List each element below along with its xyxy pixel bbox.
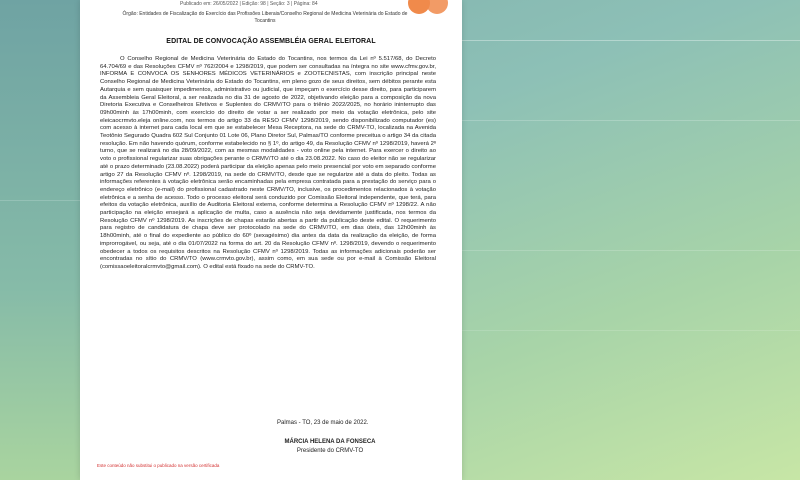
logo-circle-icon (426, 0, 448, 14)
background-left-panel (0, 0, 80, 480)
publication-info: Publicado em: 26/05/2022 | Edição: 98 | Seção: 3 | Página: 84 (180, 1, 318, 7)
signer-role: Presidente do CRMV-TO (296, 448, 364, 454)
document-page (80, 0, 462, 480)
document-title: EDITAL DE CONVOCAÇÃO ASSEMBLÉIA GERAL ELEITORAL (166, 38, 376, 45)
orgao-info: Órgão: Entidades de Fiscalização do Exercício das Profissões Liberais/Conselho Regional de Medicina Veterinária do Estado de Tocantins (122, 11, 408, 24)
document-body: O Conselho Regional de Medicina Veterinária do Estado do Tocantins, nos termos da Lei nº 5.517/68, do Decreto 64.704/69 e das Resoluções CFMV nº 762/2004 e 1298/2019, que podem ser consultadas na íntegra no site www.cfmv.gov.br, INFORMA E CONVOCA OS SENHORES MÉDICOS VETERINÁRIOS e ZOOTECNISTAS, com inscrição principal neste Conselho Regional de Medicina Veterinária do Estado do Tocantins, em pleno gozo de seus direitos, sem débitos perante esta Autarquia e sem quaisquer impedimentos, administrativo ou judicial, que impeçam o exercício desse direito, para participarem da Assembleia Geral Eleitoral, a ser realizada no dia 31 de agosto de 2022, objetivando eleição para a composição da nova Diretoria Executiva e Conselheiros Efetivos e Suplentes do CRMV/TO para o triênio 2022/2025, no horário ininterrupto das 09h00minh às 17h00minh, com exercício do direito de votar a ser realizado por meio da votação eletrônica, pelo site eleicaocrmvto.eleja online.com, nos termos do artigo 33 da RESO CFMV 1298/2019, sendo disponibilizado computador (es) com acesso à internet para cada local em que se estabelecer Mesa Receptora, na sede do CRMV-TO, localizada na Avenida Teotônio Segurado Quadra 602 Sul Conjunto 01 Lote 06, Plano Diretor Sul, Palmas/TO conforme preceitua o artigo 34 da citada resolução. Em não havendo quórum, conforme estabelecido no § 1º, do artigo 49, da Resolução CFMV nº 1298/2019, haverá 2º turno, que se realizará no dia 28/09/2022, com as mesmas modalidades - voto online pela internet. Para exercer o direito ao voto o profissional regularizar suas obrigações perante o CRMV/TO até o dia 23.08.2022. No caso do eleitor não se regularizar até o prazo determinado (23.08.2022) poderá participar da eleição apenas pelo meio presencial por voto em separado conforme artigo 27 da Resolução CFMV nº. 1298/2019, na sede do CRMV/TO, desde que se regularize até a data do pleito. Todas as informações referentes à votação eletrônica serão encaminhadas pela empresa contratada para a prestação do serviço para o endereço eletrônico (e-mail) do profissional cadastrado neste CRMV/TO, inclusive, os procedimentos relacionados à votação eletrônica e a senha de acesso. Todo o processo eleitoral será conduzido por Comissão Eleitoral independente, que terá, para efeitos da votação eletrônica, auxílio de Auditoria Eleitoral externa, conforme determina a Resolução CFMV nº 1298/22. A não participação na eleição ensejará a aplicação de multa, caso a ausência não seja devidamente justificada, nos termos da Resolução CFMV nº 1298/2019. As inscrições de chapas estarão abertas a partir da publicação deste edital. O requerimento para registro de candidatura de chapa deve ser protocolado na sede do CRMV/TO, em dias úteis, das 12h00minh às 18h00minh, até o final do expediente ao público do 60º (sexagésimo) dia antes da data da realização da eleição, de forma improrrogável, ou seja, até o dia 01/07/2022 na forma do art. 20 da Resolução CFMV nº. 1298/2019, devendo o requerimento obedecer a todos os requisitos descritos na Resolução CFMV nº 1298/2019. Todas as informações adicionais poderão ser encontradas no sítio do CRMV/TO (www.crmvto.gov.br), assim como, em sua sede ou por e-mail à Comissão Eleitoral (comissaoeleitoralcrmvto@gmail.com). O edital está fixado na sede do CRMV-TO. (100, 56, 436, 270)
signer-name: MÁRCIA HELENA DA FONSECA (284, 439, 376, 445)
place-date: Palmas - TO, 23 de maio de 2022. (277, 420, 369, 426)
document-header (80, 0, 462, 28)
certification-note: Este conteúdo não substitui o publicado na versão certificada (97, 463, 220, 468)
